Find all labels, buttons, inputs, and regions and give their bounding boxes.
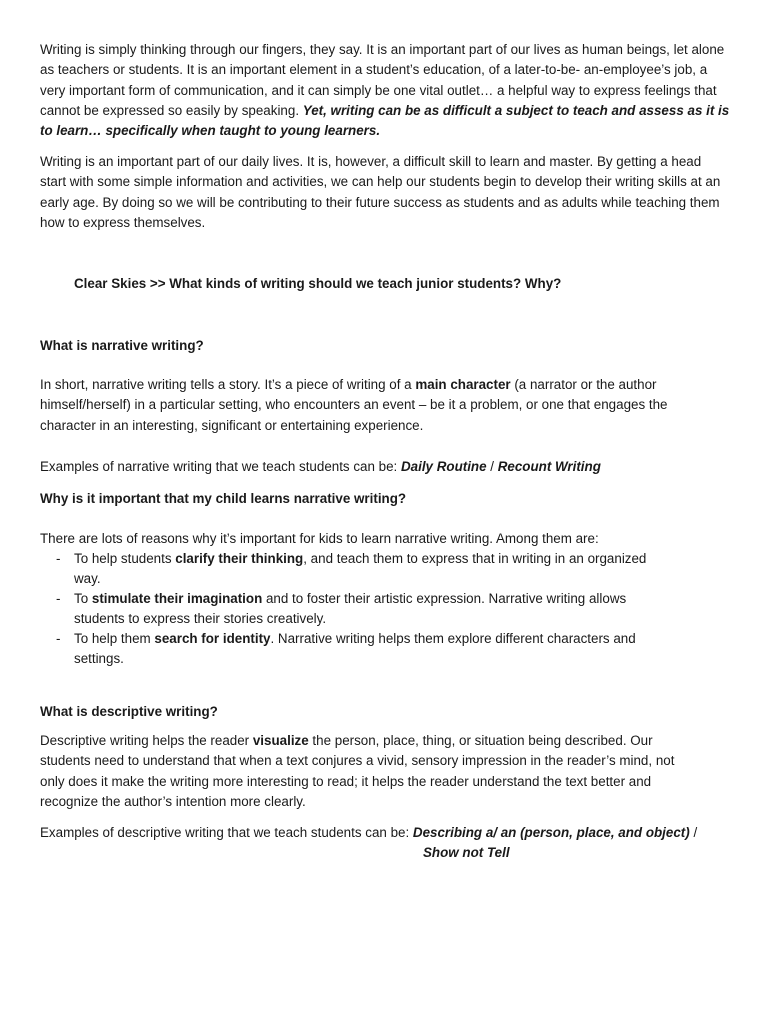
descriptive-def-text-a: Descriptive writing helps the reader <box>40 733 253 748</box>
clear-skies-heading <box>74 274 561 294</box>
list-bullet: - <box>56 631 61 646</box>
list-item-text-a: To help students <box>74 551 176 566</box>
narrative-heading-text: What is narrative writing? <box>40 338 204 353</box>
descriptive-example-2-text: Show not Tell <box>423 845 510 860</box>
narrative-reasons-intro <box>40 529 599 549</box>
intro-paragraph-2 <box>40 152 724 233</box>
narrative-def-bold: main character <box>415 377 511 392</box>
descriptive-example-1: Describing a/ an (person, place, and object) <box>412 825 690 840</box>
narrative-examples <box>40 457 601 477</box>
list-item-text-a: To <box>74 591 92 606</box>
narrative-definition <box>40 375 705 436</box>
narrative-example-separator: / <box>486 459 498 474</box>
narrative-def-text-a: In short, narrative writing tells a story. It’s a piece of writing of a <box>40 377 416 392</box>
list-item-bold: stimulate their imagination <box>91 591 263 606</box>
list-item-text-a: To help them <box>74 631 155 646</box>
list-bullet: - <box>56 551 61 566</box>
clear-skies-text: Clear Skies >> What kinds of writing should we teach junior students? Why? <box>74 276 562 291</box>
list-item <box>56 589 646 630</box>
descriptive-heading <box>40 702 218 722</box>
narrative-example-1: Daily Routine <box>401 459 487 474</box>
descriptive-heading-text: What is descriptive writing? <box>40 704 218 719</box>
descriptive-def-bold: visualize <box>252 733 309 748</box>
list-item-text-b: and to foster their artistic expression. Narrative writing allows students to express their stories creatively. <box>74 591 627 627</box>
list-item <box>56 549 676 590</box>
descriptive-example-separator: / <box>689 825 698 840</box>
descriptive-examples-lead: Examples of descriptive writing that we teach students can be: <box>40 825 413 840</box>
narrative-def-text-b: (a narrator or the author himself/herself) in a particular setting, who encounters an event – be it a problem, or one that engages the character in an interesting, significant or entertaining experience. <box>40 377 668 433</box>
narrative-heading <box>40 336 204 356</box>
descriptive-def-text-b: the person, place, thing, or situation being described. Our students need to understand that when a text conjures a vivid, sensory impression in the reader’s mind, not only does it make the writing more interesting to read; it helps the reader understand the text better and recognize the author’s intention more clearly. <box>40 733 675 809</box>
narrative-reasons-intro-text: There are lots of reasons why it’s important for kids to learn narrative writing. Among them are: <box>40 531 599 546</box>
intro-paragraph-1 <box>40 40 730 141</box>
descriptive-examples <box>40 823 697 843</box>
list-item-text-b: . Narrative writing helps them explore different characters and settings. <box>74 631 636 667</box>
descriptive-definition <box>40 731 680 812</box>
narrative-why-heading <box>40 489 406 509</box>
list-item <box>56 629 666 670</box>
narrative-example-2: Recount Writing <box>497 459 601 474</box>
list-bullet: - <box>56 591 61 606</box>
list-item-bold: search for identity <box>154 631 271 646</box>
intro-text-2: Writing is an important part of our daily lives. It is, however, a difficult skill to learn and master. By getting a head start with some simple information and activities, we can help our students begin to develop their writing skills at an early age. By doing so we will be contributing to their future success as students and as adults while teaching them how to express themselves. <box>40 154 721 230</box>
list-item-bold: clarify their thinking <box>175 551 304 566</box>
narrative-why-heading-text: Why is it important that my child learns narrative writing? <box>40 491 407 506</box>
intro-emphasis: Yet, writing can be as difficult a subject to teach and assess as it is to learn… specifically when taught to young learners. <box>40 102 730 139</box>
descriptive-example-2 <box>423 843 510 863</box>
list-item-text-b: , and teach them to express that in writing in an organized way. <box>74 551 647 587</box>
narrative-examples-lead: Examples of narrative writing that we teach students can be: <box>40 459 401 474</box>
intro-text: Writing is simply thinking through our fingers, they say. It is an important part of our lives as human beings, let alone as teachers or students. It is an important element in a student’s education, of a later-to-be- an-employee’s job, a very important form of communication, and it can simply be one vital outlet… a helpful way to express feelings that cannot be expressed so easily by speaking. <box>40 42 725 118</box>
